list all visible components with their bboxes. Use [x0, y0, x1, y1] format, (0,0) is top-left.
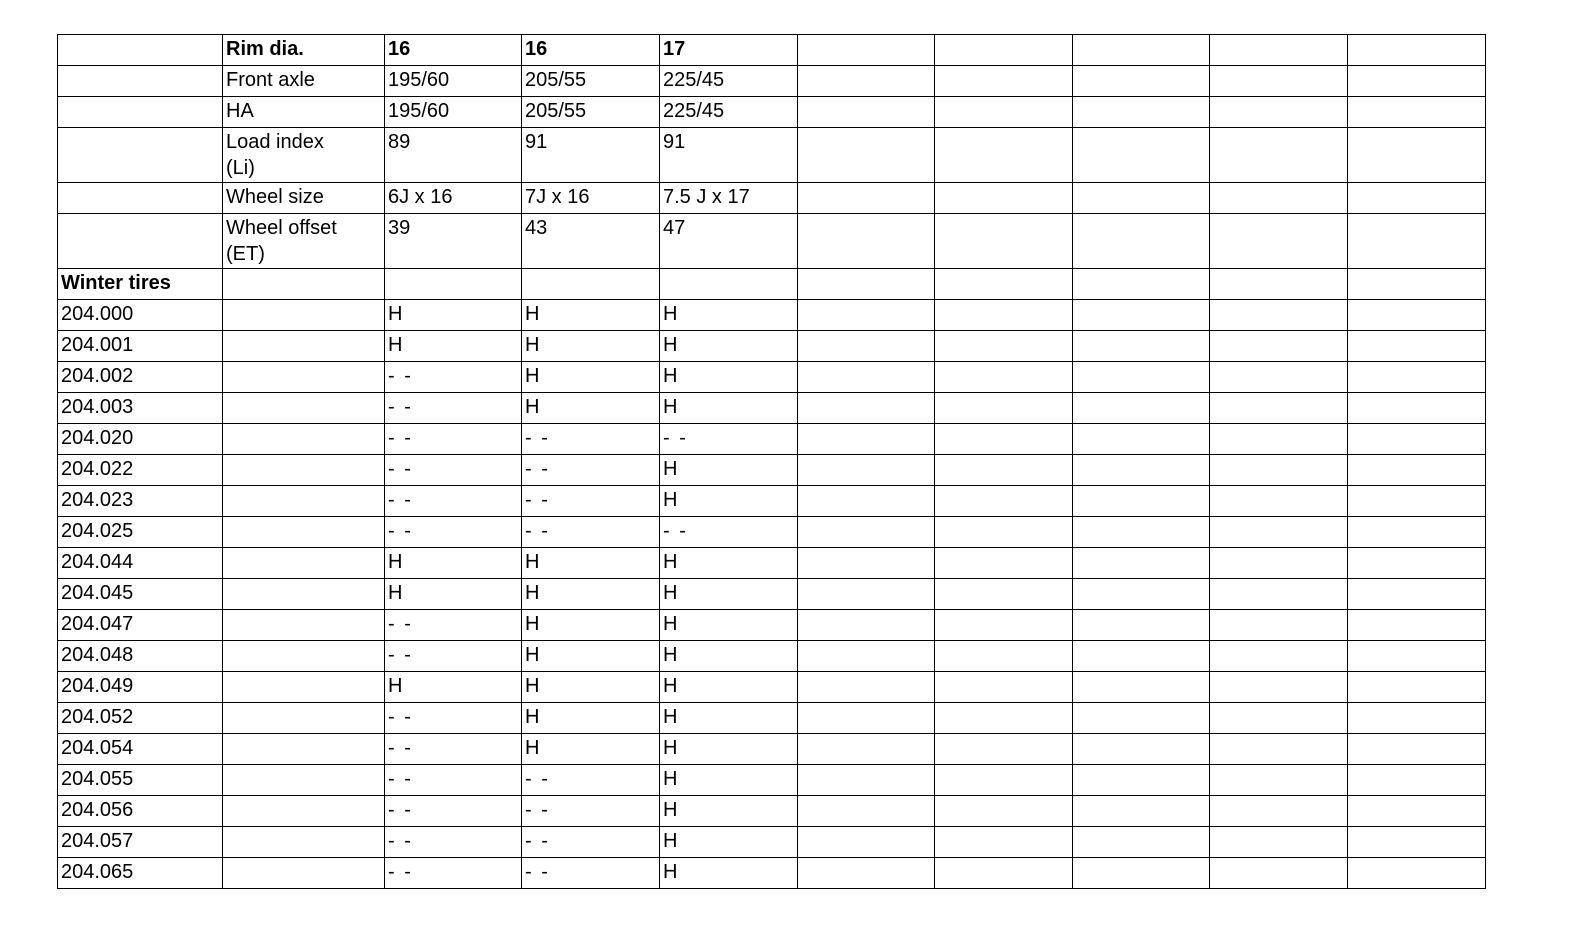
blank-cell: [798, 455, 935, 486]
blank-cell: [1073, 548, 1210, 579]
table-row: [58, 796, 1486, 827]
blank-cell: [223, 827, 385, 858]
spec-row-load-index: [58, 128, 1486, 183]
tire-fitment-value: H: [660, 579, 798, 610]
blank-cell: [1348, 579, 1486, 610]
spec-label: Wheel size: [223, 183, 385, 214]
blank-cell: [935, 703, 1073, 734]
tire-code: 204.001: [58, 331, 223, 362]
tire-spec-table: [57, 34, 1486, 889]
blank-cell: [1073, 66, 1210, 97]
tire-fitment-value: H: [522, 641, 660, 672]
tire-fitment-value: H: [522, 393, 660, 424]
table-row: [58, 765, 1486, 796]
tire-fitment-value: - -: [385, 858, 522, 889]
section-row-winter-tires: [58, 269, 1486, 300]
spec-value: 195/60: [385, 66, 522, 97]
tire-fitment-value: - -: [522, 765, 660, 796]
blank-cell: [935, 765, 1073, 796]
tire-fitment-value: - -: [522, 858, 660, 889]
tire-fitment-value: H: [522, 579, 660, 610]
blank-cell: [798, 35, 935, 66]
tire-fitment-value: - -: [660, 517, 798, 548]
blank-cell: [1073, 827, 1210, 858]
tire-fitment-value: - -: [385, 796, 522, 827]
spec-value: 43: [522, 214, 660, 269]
table-row: [58, 455, 1486, 486]
tire-fitment-value: - -: [385, 393, 522, 424]
tire-fitment-value: H: [385, 672, 522, 703]
spec-value: 47: [660, 214, 798, 269]
tire-fitment-value: - -: [522, 827, 660, 858]
tire-fitment-value: H: [660, 765, 798, 796]
blank-cell: [1348, 183, 1486, 214]
blank-cell: [1073, 393, 1210, 424]
tire-code: 204.025: [58, 517, 223, 548]
blank-cell: [223, 579, 385, 610]
blank-cell: [223, 331, 385, 362]
blank-cell: [1073, 796, 1210, 827]
blank-cell: [1348, 362, 1486, 393]
spec-label: Rim dia.: [223, 35, 385, 66]
blank-cell: [1348, 548, 1486, 579]
blank-cell: [935, 610, 1073, 641]
tire-fitment-value: H: [660, 486, 798, 517]
spec-value: 195/60: [385, 97, 522, 128]
blank-cell: [223, 300, 385, 331]
table-row: [58, 424, 1486, 455]
blank-cell: [935, 486, 1073, 517]
blank-cell: [798, 641, 935, 672]
tire-fitment-value: H: [522, 331, 660, 362]
blank-cell: [798, 765, 935, 796]
blank-cell: [223, 424, 385, 455]
spec-value: 16: [385, 35, 522, 66]
blank-cell: [935, 424, 1073, 455]
blank-cell: [223, 486, 385, 517]
table-row: [58, 362, 1486, 393]
blank-cell: [1348, 66, 1486, 97]
table-row: [58, 579, 1486, 610]
tire-fitment-value: H: [660, 703, 798, 734]
spec-value: 6J x 16: [385, 183, 522, 214]
blank-cell: [1348, 734, 1486, 765]
blank-cell: [935, 517, 1073, 548]
table-row: [58, 610, 1486, 641]
tire-fitment-value: - -: [522, 517, 660, 548]
tire-fitment-value: H: [660, 300, 798, 331]
spec-value: 205/55: [522, 97, 660, 128]
blank-cell: [935, 300, 1073, 331]
blank-cell: [1073, 331, 1210, 362]
tire-fitment-value: H: [660, 362, 798, 393]
blank-cell: [1073, 703, 1210, 734]
blank-cell: [935, 827, 1073, 858]
blank-cell: [223, 362, 385, 393]
spec-row-rim-dia: [58, 35, 1486, 66]
blank-cell: [935, 579, 1073, 610]
blank-cell: [1210, 858, 1348, 889]
blank-cell: [1073, 183, 1210, 214]
blank-cell: [935, 796, 1073, 827]
blank-cell: [1073, 765, 1210, 796]
blank-cell: [935, 858, 1073, 889]
tire-fitment-value: H: [660, 610, 798, 641]
blank-cell: [58, 97, 223, 128]
spec-label: Front axle: [223, 66, 385, 97]
blank-cell: [798, 362, 935, 393]
blank-cell: [1073, 424, 1210, 455]
blank-cell: [1348, 97, 1486, 128]
blank-cell: [223, 610, 385, 641]
blank-cell: [1348, 641, 1486, 672]
tire-code: 204.047: [58, 610, 223, 641]
spec-value: 91: [660, 128, 798, 183]
blank-cell: [935, 455, 1073, 486]
table-row: [58, 331, 1486, 362]
tire-code: 204.002: [58, 362, 223, 393]
blank-cell: [1073, 269, 1210, 300]
spec-value: 225/45: [660, 97, 798, 128]
blank-cell: [798, 517, 935, 548]
blank-cell: [1348, 393, 1486, 424]
tire-code: 204.020: [58, 424, 223, 455]
blank-cell: [1073, 672, 1210, 703]
tire-fitment-value: - -: [522, 486, 660, 517]
tire-fitment-value: - -: [522, 424, 660, 455]
blank-cell: [1073, 362, 1210, 393]
spec-row-ha: [58, 97, 1486, 128]
blank-cell: [223, 765, 385, 796]
tire-fitment-value: - -: [385, 703, 522, 734]
blank-cell: [1210, 269, 1348, 300]
blank-cell: [1348, 827, 1486, 858]
table-row: [58, 393, 1486, 424]
blank-cell: [798, 128, 935, 183]
tire-code: 204.065: [58, 858, 223, 889]
blank-cell: [223, 455, 385, 486]
tire-fitment-value: - -: [522, 796, 660, 827]
blank-cell: [223, 703, 385, 734]
blank-cell: [935, 183, 1073, 214]
blank-cell: [935, 269, 1073, 300]
blank-cell: [1210, 610, 1348, 641]
spec-row-wheel-offset: [58, 214, 1486, 269]
blank-cell: [1348, 331, 1486, 362]
tire-fitment-value: H: [385, 300, 522, 331]
tire-fitment-value: H: [522, 610, 660, 641]
blank-cell: [798, 827, 935, 858]
blank-cell: [935, 362, 1073, 393]
blank-cell: [223, 796, 385, 827]
blank-cell: [798, 796, 935, 827]
tire-fitment-value: H: [522, 672, 660, 703]
blank-cell: [1210, 331, 1348, 362]
blank-cell: [223, 548, 385, 579]
tire-code: 204.023: [58, 486, 223, 517]
blank-cell: [935, 66, 1073, 97]
blank-cell: [935, 393, 1073, 424]
blank-cell: [935, 672, 1073, 703]
tire-fitment-value: - -: [385, 641, 522, 672]
blank-cell: [1210, 796, 1348, 827]
blank-cell: [798, 66, 935, 97]
blank-cell: [1210, 517, 1348, 548]
blank-cell: [798, 331, 935, 362]
blank-cell: [223, 269, 385, 300]
blank-cell: [1348, 765, 1486, 796]
blank-cell: [1210, 486, 1348, 517]
blank-cell: [798, 486, 935, 517]
blank-cell: [58, 214, 223, 269]
blank-cell: [798, 579, 935, 610]
tire-fitment-value: H: [660, 827, 798, 858]
tire-code: 204.045: [58, 579, 223, 610]
blank-cell: [660, 269, 798, 300]
blank-cell: [1073, 35, 1210, 66]
blank-cell: [798, 672, 935, 703]
tire-fitment-value: H: [385, 331, 522, 362]
blank-cell: [1073, 858, 1210, 889]
tire-code: 204.049: [58, 672, 223, 703]
blank-cell: [1210, 97, 1348, 128]
blank-cell: [1348, 858, 1486, 889]
tire-code: 204.000: [58, 300, 223, 331]
blank-cell: [1348, 517, 1486, 548]
blank-cell: [1348, 269, 1486, 300]
spec-row-front-axle: [58, 66, 1486, 97]
spec-value: 39: [385, 214, 522, 269]
blank-cell: [798, 610, 935, 641]
tire-fitment-value: - -: [522, 455, 660, 486]
spec-value: 7J x 16: [522, 183, 660, 214]
blank-cell: [1210, 35, 1348, 66]
blank-cell: [1073, 641, 1210, 672]
blank-cell: [935, 331, 1073, 362]
table-row: [58, 517, 1486, 548]
blank-cell: [798, 183, 935, 214]
blank-cell: [1348, 672, 1486, 703]
blank-cell: [58, 183, 223, 214]
tire-fitment-value: H: [522, 362, 660, 393]
blank-cell: [223, 858, 385, 889]
section-title: Winter tires: [58, 269, 223, 300]
tire-fitment-value: - -: [385, 765, 522, 796]
blank-cell: [1210, 548, 1348, 579]
blank-cell: [1210, 703, 1348, 734]
blank-cell: [1073, 214, 1210, 269]
tire-code: 204.052: [58, 703, 223, 734]
blank-cell: [798, 734, 935, 765]
blank-cell: [1210, 66, 1348, 97]
table-row: [58, 300, 1486, 331]
blank-cell: [1210, 672, 1348, 703]
tire-fitment-value: H: [660, 455, 798, 486]
blank-cell: [1073, 610, 1210, 641]
blank-cell: [1210, 362, 1348, 393]
blank-cell: [1348, 214, 1486, 269]
table-row: [58, 672, 1486, 703]
blank-cell: [58, 128, 223, 183]
spec-value: 89: [385, 128, 522, 183]
tire-fitment-value: H: [385, 579, 522, 610]
tire-fitment-value: H: [660, 641, 798, 672]
table-row: [58, 734, 1486, 765]
tire-fitment-value: H: [522, 734, 660, 765]
tire-fitment-value: H: [660, 548, 798, 579]
blank-cell: [223, 393, 385, 424]
spec-row-wheel-size: [58, 183, 1486, 214]
blank-cell: [935, 35, 1073, 66]
tire-fitment-value: H: [522, 300, 660, 331]
blank-cell: [1073, 97, 1210, 128]
tire-fitment-value: - -: [660, 424, 798, 455]
blank-cell: [798, 548, 935, 579]
tire-fitment-value: - -: [385, 517, 522, 548]
tire-fitment-value: - -: [385, 610, 522, 641]
tire-fitment-value: - -: [385, 734, 522, 765]
spec-value: 16: [522, 35, 660, 66]
tire-fitment-value: - -: [385, 486, 522, 517]
blank-cell: [223, 641, 385, 672]
tire-code: 204.044: [58, 548, 223, 579]
table-row: [58, 548, 1486, 579]
tire-code: 204.057: [58, 827, 223, 858]
blank-cell: [1073, 128, 1210, 183]
blank-cell: [935, 734, 1073, 765]
blank-cell: [935, 548, 1073, 579]
tire-fitment-value: H: [660, 331, 798, 362]
blank-cell: [522, 269, 660, 300]
tire-fitment-value: H: [385, 548, 522, 579]
blank-cell: [798, 703, 935, 734]
spec-value: 7.5 J x 17: [660, 183, 798, 214]
blank-cell: [1348, 455, 1486, 486]
blank-cell: [58, 66, 223, 97]
tire-fitment-value: - -: [385, 362, 522, 393]
spec-value: 205/55: [522, 66, 660, 97]
tire-fitment-value: H: [660, 393, 798, 424]
tire-fitment-value: H: [660, 858, 798, 889]
blank-cell: [935, 97, 1073, 128]
blank-cell: [1210, 300, 1348, 331]
blank-cell: [1348, 703, 1486, 734]
spec-label: Load index (Li): [223, 128, 385, 183]
blank-cell: [935, 214, 1073, 269]
spec-label: HA: [223, 97, 385, 128]
spec-label: Wheel offset (ET): [223, 214, 385, 269]
spec-value: 91: [522, 128, 660, 183]
blank-cell: [1210, 128, 1348, 183]
table-row: [58, 827, 1486, 858]
blank-cell: [798, 269, 935, 300]
blank-cell: [1348, 796, 1486, 827]
blank-cell: [798, 97, 935, 128]
blank-cell: [1348, 486, 1486, 517]
tire-fitment-value: H: [660, 734, 798, 765]
tire-fitment-value: - -: [385, 827, 522, 858]
table-body: [58, 35, 1486, 889]
blank-cell: [385, 269, 522, 300]
tire-fitment-value: H: [660, 672, 798, 703]
tire-code: 204.056: [58, 796, 223, 827]
spec-value: 17: [660, 35, 798, 66]
blank-cell: [1348, 610, 1486, 641]
blank-cell: [1073, 300, 1210, 331]
tire-code: 204.003: [58, 393, 223, 424]
blank-cell: [798, 424, 935, 455]
table-row: [58, 858, 1486, 889]
blank-cell: [1210, 393, 1348, 424]
blank-cell: [1348, 35, 1486, 66]
blank-cell: [1073, 579, 1210, 610]
blank-cell: [58, 35, 223, 66]
tire-code: 204.055: [58, 765, 223, 796]
blank-cell: [935, 128, 1073, 183]
blank-cell: [935, 641, 1073, 672]
blank-cell: [1210, 455, 1348, 486]
blank-cell: [1210, 765, 1348, 796]
tire-code: 204.048: [58, 641, 223, 672]
blank-cell: [1210, 214, 1348, 269]
table-row: [58, 486, 1486, 517]
blank-cell: [1210, 827, 1348, 858]
blank-cell: [1210, 734, 1348, 765]
blank-cell: [1210, 183, 1348, 214]
table-row: [58, 641, 1486, 672]
blank-cell: [1073, 517, 1210, 548]
blank-cell: [1210, 424, 1348, 455]
blank-cell: [798, 393, 935, 424]
tire-fitment-value: H: [522, 703, 660, 734]
blank-cell: [1073, 486, 1210, 517]
blank-cell: [798, 300, 935, 331]
blank-cell: [1348, 424, 1486, 455]
blank-cell: [223, 672, 385, 703]
blank-cell: [1348, 128, 1486, 183]
tire-fitment-value: H: [660, 796, 798, 827]
spec-value: 225/45: [660, 66, 798, 97]
blank-cell: [1073, 455, 1210, 486]
table-row: [58, 703, 1486, 734]
blank-cell: [1073, 734, 1210, 765]
tire-code: 204.054: [58, 734, 223, 765]
blank-cell: [1348, 300, 1486, 331]
tire-fitment-value: - -: [385, 424, 522, 455]
blank-cell: [798, 858, 935, 889]
blank-cell: [798, 214, 935, 269]
tire-fitment-value: H: [522, 548, 660, 579]
blank-cell: [1210, 641, 1348, 672]
blank-cell: [1210, 579, 1348, 610]
tire-code: 204.022: [58, 455, 223, 486]
blank-cell: [223, 517, 385, 548]
tire-fitment-value: - -: [385, 455, 522, 486]
blank-cell: [223, 734, 385, 765]
